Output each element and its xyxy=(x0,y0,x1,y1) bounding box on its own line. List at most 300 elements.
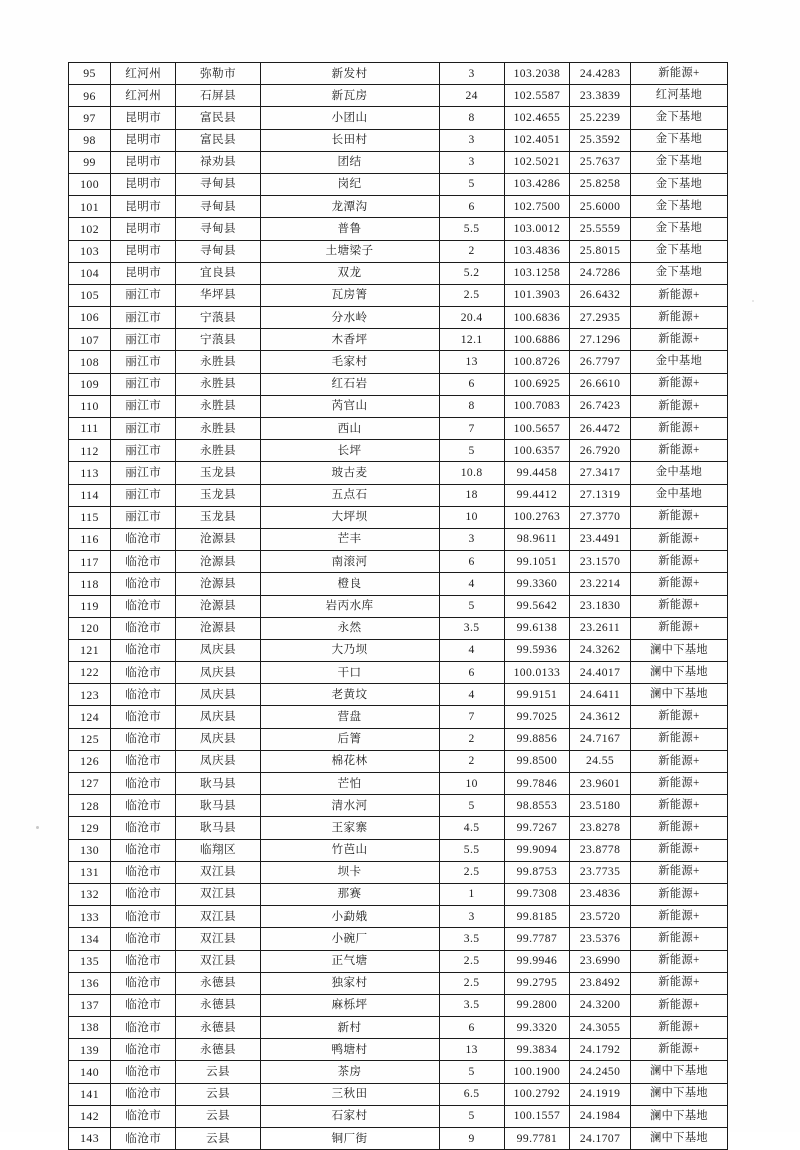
row-village-name: 那赛 xyxy=(260,883,439,905)
table-row xyxy=(69,528,728,550)
table-row xyxy=(69,395,728,417)
row-latitude: 23.4491 xyxy=(570,528,631,550)
row-village-name: 后箐 xyxy=(260,728,439,750)
row-index: 108 xyxy=(69,351,111,373)
row-city: 临沧市 xyxy=(111,994,176,1016)
row-city: 丽江市 xyxy=(111,506,176,528)
row-county: 临翔区 xyxy=(176,839,260,861)
table-row xyxy=(69,129,728,151)
row-city: 临沧市 xyxy=(111,528,176,550)
row-index: 100 xyxy=(69,173,111,195)
table-row xyxy=(69,329,728,351)
row-index: 136 xyxy=(69,972,111,994)
row-base: 新能源+ xyxy=(631,595,728,617)
row-index: 138 xyxy=(69,1017,111,1039)
row-longitude: 99.8500 xyxy=(504,750,569,772)
row-base: 金下基地 xyxy=(631,240,728,262)
row-city: 临沧市 xyxy=(111,728,176,750)
row-index: 137 xyxy=(69,994,111,1016)
row-longitude: 100.6925 xyxy=(504,373,569,395)
row-village-name: 竹芭山 xyxy=(260,839,439,861)
row-city: 临沧市 xyxy=(111,861,176,883)
row-index: 99 xyxy=(69,151,111,173)
row-latitude: 24.6411 xyxy=(570,684,631,706)
row-base: 金中基地 xyxy=(631,484,728,506)
row-capacity: 5.2 xyxy=(439,262,504,284)
row-index: 95 xyxy=(69,63,111,85)
row-capacity: 5 xyxy=(439,1061,504,1083)
row-city: 昆明市 xyxy=(111,240,176,262)
row-longitude: 99.3320 xyxy=(504,1017,569,1039)
row-longitude: 99.5936 xyxy=(504,639,569,661)
row-base: 新能源+ xyxy=(631,795,728,817)
row-longitude: 103.4286 xyxy=(504,173,569,195)
row-village-name: 长田村 xyxy=(260,129,439,151)
row-county: 耿马县 xyxy=(176,773,260,795)
row-village-name: 永然 xyxy=(260,617,439,639)
row-city: 丽江市 xyxy=(111,351,176,373)
row-capacity: 4.5 xyxy=(439,817,504,839)
row-village-name: 红石岩 xyxy=(260,373,439,395)
table-row xyxy=(69,662,728,684)
row-latitude: 25.8015 xyxy=(570,240,631,262)
row-latitude: 23.4836 xyxy=(570,883,631,905)
row-base: 新能源+ xyxy=(631,63,728,85)
table-row xyxy=(69,107,728,129)
row-village-name: 毛家村 xyxy=(260,351,439,373)
row-capacity: 4 xyxy=(439,684,504,706)
row-latitude: 23.2214 xyxy=(570,573,631,595)
row-capacity: 2 xyxy=(439,240,504,262)
row-longitude: 100.2763 xyxy=(504,506,569,528)
row-index: 139 xyxy=(69,1039,111,1061)
row-base: 新能源+ xyxy=(631,950,728,972)
row-longitude: 99.3834 xyxy=(504,1039,569,1061)
row-capacity: 2 xyxy=(439,728,504,750)
row-county: 耿马县 xyxy=(176,817,260,839)
row-county: 永德县 xyxy=(176,994,260,1016)
row-longitude: 100.2792 xyxy=(504,1083,569,1105)
site-list-table xyxy=(68,62,728,1150)
row-longitude: 100.5657 xyxy=(504,418,569,440)
row-index: 121 xyxy=(69,639,111,661)
row-county: 寻甸县 xyxy=(176,196,260,218)
row-city: 临沧市 xyxy=(111,795,176,817)
row-city: 临沧市 xyxy=(111,684,176,706)
row-longitude: 100.7083 xyxy=(504,395,569,417)
row-base: 新能源+ xyxy=(631,839,728,861)
row-village-name: 橙良 xyxy=(260,573,439,595)
row-longitude: 99.8753 xyxy=(504,861,569,883)
row-county: 寻甸县 xyxy=(176,173,260,195)
row-base: 新能源+ xyxy=(631,573,728,595)
row-latitude: 24.3200 xyxy=(570,994,631,1016)
row-county: 双江县 xyxy=(176,861,260,883)
row-latitude: 26.6432 xyxy=(570,284,631,306)
row-capacity: 3 xyxy=(439,151,504,173)
row-longitude: 99.3360 xyxy=(504,573,569,595)
row-capacity: 6 xyxy=(439,551,504,573)
row-county: 双江县 xyxy=(176,906,260,928)
row-longitude: 99.2795 xyxy=(504,972,569,994)
row-village-name: 石家村 xyxy=(260,1105,439,1127)
row-base: 新能源+ xyxy=(631,906,728,928)
row-city: 临沧市 xyxy=(111,1017,176,1039)
row-village-name: 营盘 xyxy=(260,706,439,728)
row-latitude: 23.8492 xyxy=(570,972,631,994)
row-village-name: 新瓦房 xyxy=(260,85,439,107)
row-base: 新能源+ xyxy=(631,528,728,550)
row-village-name: 土塘梁子 xyxy=(260,240,439,262)
row-capacity: 6 xyxy=(439,196,504,218)
row-index: 96 xyxy=(69,85,111,107)
row-latitude: 27.1296 xyxy=(570,329,631,351)
row-longitude: 99.9151 xyxy=(504,684,569,706)
row-index: 101 xyxy=(69,196,111,218)
row-capacity: 7 xyxy=(439,418,504,440)
row-capacity: 5 xyxy=(439,440,504,462)
row-index: 97 xyxy=(69,107,111,129)
row-longitude: 99.7267 xyxy=(504,817,569,839)
row-base: 金下基地 xyxy=(631,218,728,240)
row-capacity: 10.8 xyxy=(439,462,504,484)
row-base: 金下基地 xyxy=(631,196,728,218)
row-city: 昆明市 xyxy=(111,151,176,173)
row-index: 142 xyxy=(69,1105,111,1127)
scan-speck xyxy=(36,826,39,829)
row-latitude: 24.1707 xyxy=(570,1128,631,1150)
row-base: 金下基地 xyxy=(631,151,728,173)
row-capacity: 3.5 xyxy=(439,617,504,639)
table-row xyxy=(69,63,728,85)
row-longitude: 99.2800 xyxy=(504,994,569,1016)
row-city: 临沧市 xyxy=(111,906,176,928)
row-capacity: 2.5 xyxy=(439,972,504,994)
row-base: 新能源+ xyxy=(631,506,728,528)
row-capacity: 5 xyxy=(439,173,504,195)
row-longitude: 103.0012 xyxy=(504,218,569,240)
row-longitude: 99.8185 xyxy=(504,906,569,928)
table-row xyxy=(69,506,728,528)
row-city: 临沧市 xyxy=(111,551,176,573)
row-index: 124 xyxy=(69,706,111,728)
row-base: 金下基地 xyxy=(631,107,728,129)
row-base: 新能源+ xyxy=(631,773,728,795)
row-city: 临沧市 xyxy=(111,595,176,617)
row-latitude: 25.5559 xyxy=(570,218,631,240)
row-county: 凤庆县 xyxy=(176,750,260,772)
row-longitude: 100.6886 xyxy=(504,329,569,351)
row-base: 金中基地 xyxy=(631,351,728,373)
row-capacity: 6.5 xyxy=(439,1083,504,1105)
row-village-name: 西山 xyxy=(260,418,439,440)
row-village-name: 麻栎坪 xyxy=(260,994,439,1016)
row-city: 昆明市 xyxy=(111,107,176,129)
row-city: 临沧市 xyxy=(111,1128,176,1150)
row-county: 禄劝县 xyxy=(176,151,260,173)
row-longitude: 99.7781 xyxy=(504,1128,569,1150)
row-base: 新能源+ xyxy=(631,307,728,329)
row-county: 玉龙县 xyxy=(176,462,260,484)
row-county: 凤庆县 xyxy=(176,662,260,684)
table-row xyxy=(69,839,728,861)
row-capacity: 6 xyxy=(439,1017,504,1039)
table-row xyxy=(69,484,728,506)
row-base: 澜中下基地 xyxy=(631,639,728,661)
row-latitude: 24.3612 xyxy=(570,706,631,728)
row-base: 新能源+ xyxy=(631,395,728,417)
row-index: 122 xyxy=(69,662,111,684)
row-county: 沧源县 xyxy=(176,551,260,573)
row-capacity: 8 xyxy=(439,395,504,417)
row-base: 金下基地 xyxy=(631,262,728,284)
row-county: 永德县 xyxy=(176,1017,260,1039)
row-base: 新能源+ xyxy=(631,972,728,994)
row-latitude: 24.4017 xyxy=(570,662,631,684)
table-row xyxy=(69,1017,728,1039)
row-index: 107 xyxy=(69,329,111,351)
row-capacity: 6 xyxy=(439,662,504,684)
row-longitude: 99.5642 xyxy=(504,595,569,617)
table-row xyxy=(69,906,728,928)
row-index: 141 xyxy=(69,1083,111,1105)
table-row xyxy=(69,218,728,240)
row-county: 双江县 xyxy=(176,928,260,950)
row-index: 131 xyxy=(69,861,111,883)
row-base: 新能源+ xyxy=(631,551,728,573)
row-index: 117 xyxy=(69,551,111,573)
row-capacity: 3.5 xyxy=(439,928,504,950)
row-village-name: 岗纪 xyxy=(260,173,439,195)
row-index: 115 xyxy=(69,506,111,528)
row-village-name: 芒丰 xyxy=(260,528,439,550)
row-latitude: 26.7797 xyxy=(570,351,631,373)
row-latitude: 23.3839 xyxy=(570,85,631,107)
row-index: 135 xyxy=(69,950,111,972)
row-index: 102 xyxy=(69,218,111,240)
row-city: 临沧市 xyxy=(111,1083,176,1105)
row-index: 116 xyxy=(69,528,111,550)
row-base: 新能源+ xyxy=(631,728,728,750)
table-row xyxy=(69,151,728,173)
row-index: 140 xyxy=(69,1061,111,1083)
row-village-name: 棉花林 xyxy=(260,750,439,772)
row-county: 永胜县 xyxy=(176,373,260,395)
row-capacity: 1 xyxy=(439,883,504,905)
row-index: 120 xyxy=(69,617,111,639)
row-county: 富民县 xyxy=(176,107,260,129)
row-latitude: 25.3592 xyxy=(570,129,631,151)
row-latitude: 23.9601 xyxy=(570,773,631,795)
row-city: 临沧市 xyxy=(111,706,176,728)
row-base: 新能源+ xyxy=(631,418,728,440)
table-row xyxy=(69,173,728,195)
row-city: 丽江市 xyxy=(111,440,176,462)
row-county: 弥勒市 xyxy=(176,63,260,85)
row-capacity: 13 xyxy=(439,1039,504,1061)
table-row xyxy=(69,883,728,905)
row-county: 寻甸县 xyxy=(176,240,260,262)
row-county: 宁蒗县 xyxy=(176,307,260,329)
table-row xyxy=(69,972,728,994)
row-county: 华坪县 xyxy=(176,284,260,306)
table-row xyxy=(69,462,728,484)
row-index: 104 xyxy=(69,262,111,284)
row-village-name: 龙潭沟 xyxy=(260,196,439,218)
row-village-name: 老黄坟 xyxy=(260,684,439,706)
row-capacity: 4 xyxy=(439,639,504,661)
row-index: 132 xyxy=(69,883,111,905)
row-index: 143 xyxy=(69,1128,111,1150)
row-index: 134 xyxy=(69,928,111,950)
row-village-name: 瓦房箐 xyxy=(260,284,439,306)
row-village-name: 小勐娥 xyxy=(260,906,439,928)
row-village-name: 芒怕 xyxy=(260,773,439,795)
table-row xyxy=(69,240,728,262)
row-longitude: 99.7025 xyxy=(504,706,569,728)
table-row xyxy=(69,861,728,883)
row-city: 昆明市 xyxy=(111,196,176,218)
row-village-name: 团结 xyxy=(260,151,439,173)
row-base: 澜中下基地 xyxy=(631,662,728,684)
row-longitude: 100.0133 xyxy=(504,662,569,684)
row-city: 丽江市 xyxy=(111,418,176,440)
row-index: 98 xyxy=(69,129,111,151)
row-village-name: 岩丙水库 xyxy=(260,595,439,617)
row-county: 永德县 xyxy=(176,972,260,994)
row-longitude: 99.9094 xyxy=(504,839,569,861)
row-village-name: 小碗厂 xyxy=(260,928,439,950)
row-base: 新能源+ xyxy=(631,373,728,395)
row-latitude: 23.5720 xyxy=(570,906,631,928)
row-longitude: 99.4458 xyxy=(504,462,569,484)
row-capacity: 3 xyxy=(439,528,504,550)
row-city: 丽江市 xyxy=(111,462,176,484)
row-index: 113 xyxy=(69,462,111,484)
row-base: 金下基地 xyxy=(631,173,728,195)
row-base: 新能源+ xyxy=(631,329,728,351)
row-city: 临沧市 xyxy=(111,817,176,839)
row-county: 寻甸县 xyxy=(176,218,260,240)
table-row xyxy=(69,950,728,972)
row-index: 111 xyxy=(69,418,111,440)
row-index: 119 xyxy=(69,595,111,617)
row-base: 新能源+ xyxy=(631,1017,728,1039)
row-latitude: 24.7167 xyxy=(570,728,631,750)
table-row xyxy=(69,773,728,795)
table-container xyxy=(68,62,728,1150)
row-county: 石屏县 xyxy=(176,85,260,107)
row-longitude: 98.8553 xyxy=(504,795,569,817)
row-latitude: 24.55 xyxy=(570,750,631,772)
row-base: 新能源+ xyxy=(631,994,728,1016)
table-row xyxy=(69,817,728,839)
row-capacity: 8 xyxy=(439,107,504,129)
row-county: 双江县 xyxy=(176,950,260,972)
row-latitude: 27.3770 xyxy=(570,506,631,528)
row-latitude: 26.7920 xyxy=(570,440,631,462)
table-row xyxy=(69,351,728,373)
row-capacity: 24 xyxy=(439,85,504,107)
table-row xyxy=(69,85,728,107)
table-row xyxy=(69,1083,728,1105)
row-city: 昆明市 xyxy=(111,129,176,151)
row-latitude: 26.6610 xyxy=(570,373,631,395)
row-index: 106 xyxy=(69,307,111,329)
row-city: 丽江市 xyxy=(111,329,176,351)
table-row xyxy=(69,639,728,661)
row-village-name: 五点石 xyxy=(260,484,439,506)
row-index: 133 xyxy=(69,906,111,928)
row-county: 耿马县 xyxy=(176,795,260,817)
row-capacity: 10 xyxy=(439,773,504,795)
row-city: 丽江市 xyxy=(111,484,176,506)
row-longitude: 102.4655 xyxy=(504,107,569,129)
row-capacity: 7 xyxy=(439,706,504,728)
table-row xyxy=(69,795,728,817)
row-city: 临沧市 xyxy=(111,662,176,684)
row-county: 宁蒗县 xyxy=(176,329,260,351)
row-longitude: 99.7308 xyxy=(504,883,569,905)
row-village-name: 新发村 xyxy=(260,63,439,85)
row-capacity: 5 xyxy=(439,795,504,817)
row-village-name: 茶房 xyxy=(260,1061,439,1083)
row-county: 凤庆县 xyxy=(176,684,260,706)
scan-speck xyxy=(752,300,754,302)
row-latitude: 23.5180 xyxy=(570,795,631,817)
row-county: 玉龙县 xyxy=(176,506,260,528)
row-base: 新能源+ xyxy=(631,440,728,462)
row-city: 丽江市 xyxy=(111,307,176,329)
row-county: 沧源县 xyxy=(176,595,260,617)
table-row xyxy=(69,573,728,595)
row-base: 新能源+ xyxy=(631,883,728,905)
row-index: 128 xyxy=(69,795,111,817)
row-longitude: 99.9946 xyxy=(504,950,569,972)
row-county: 凤庆县 xyxy=(176,706,260,728)
row-city: 昆明市 xyxy=(111,173,176,195)
row-base: 新能源+ xyxy=(631,706,728,728)
row-capacity: 13 xyxy=(439,351,504,373)
row-base: 新能源+ xyxy=(631,861,728,883)
row-county: 沧源县 xyxy=(176,528,260,550)
row-longitude: 99.6138 xyxy=(504,617,569,639)
row-latitude: 25.2239 xyxy=(570,107,631,129)
row-base: 澜中下基地 xyxy=(631,1083,728,1105)
row-longitude: 100.6357 xyxy=(504,440,569,462)
row-city: 临沧市 xyxy=(111,750,176,772)
table-row xyxy=(69,1128,728,1150)
row-index: 126 xyxy=(69,750,111,772)
row-longitude: 100.1900 xyxy=(504,1061,569,1083)
row-city: 临沧市 xyxy=(111,928,176,950)
table-row xyxy=(69,440,728,462)
row-longitude: 100.1557 xyxy=(504,1105,569,1127)
row-city: 丽江市 xyxy=(111,373,176,395)
row-county: 凤庆县 xyxy=(176,639,260,661)
row-longitude: 99.7787 xyxy=(504,928,569,950)
row-city: 昆明市 xyxy=(111,218,176,240)
row-village-name: 长坪 xyxy=(260,440,439,462)
row-latitude: 25.6000 xyxy=(570,196,631,218)
row-village-name: 独家村 xyxy=(260,972,439,994)
row-capacity: 3 xyxy=(439,906,504,928)
table-row xyxy=(69,418,728,440)
row-longitude: 98.9611 xyxy=(504,528,569,550)
table-row xyxy=(69,373,728,395)
row-city: 丽江市 xyxy=(111,395,176,417)
row-village-name: 普鲁 xyxy=(260,218,439,240)
